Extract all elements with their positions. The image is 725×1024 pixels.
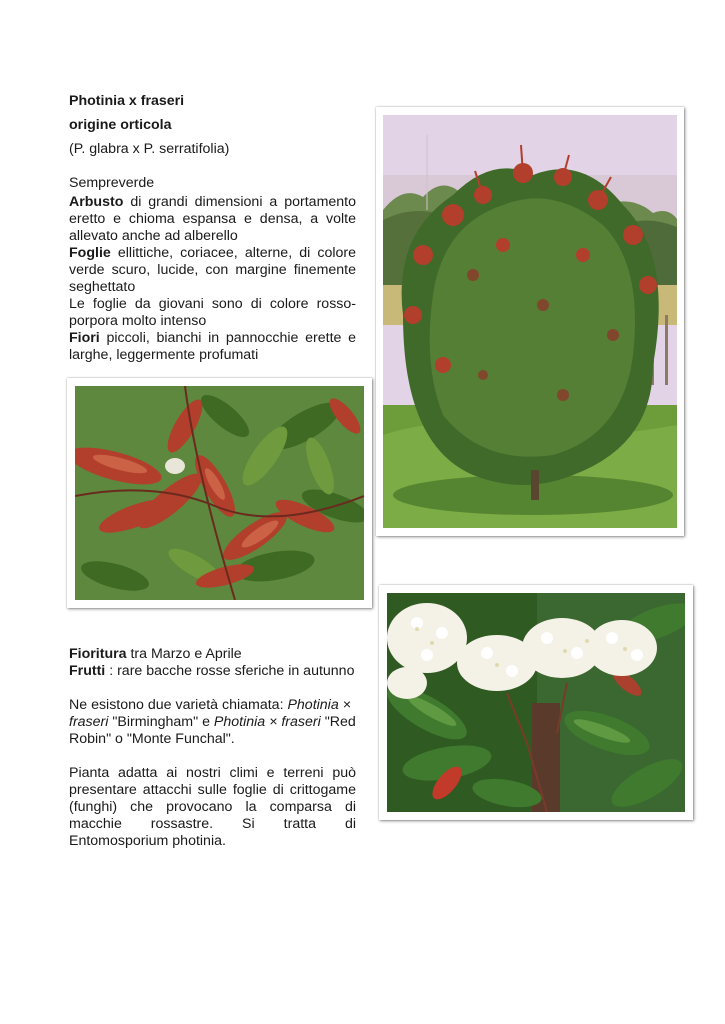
details-block — [69, 646, 361, 850]
flowering-line — [69, 646, 361, 663]
shrub-label: Arbusto — [69, 194, 124, 210]
flowers-label: Fiori — [69, 330, 100, 346]
habit-text: Sempreverde — [69, 175, 155, 191]
variety-name-1: Photinia × fraseri — [69, 697, 351, 730]
flowering-text: tra Marzo e Aprile — [126, 646, 242, 662]
shrub-image — [383, 115, 677, 528]
leaves-text: ellittiche, coriacee, alterne, di colore verde scuro, lucide, con margine finemente seghettato — [69, 245, 356, 295]
photo-flowers — [379, 585, 693, 820]
fruit-text: : rare bacche rosse sferiche in autunno — [105, 663, 355, 679]
plant-name: Photinia x fraseri — [69, 93, 185, 109]
young-leaves-paragraph: Le foglie da giovani sono di colore rosso-porpora molto intenso — [69, 296, 356, 329]
photo-leaves — [67, 378, 372, 608]
leaves-paragraph — [69, 245, 356, 296]
variety-cultivar-2: "Red Robin" o "Monte Funchal". — [69, 714, 356, 747]
plant-parents: (P. glabra x P. serratifolia) — [69, 141, 230, 157]
flowers-paragraph — [69, 330, 356, 364]
variety-cultivar-1: "Birmingham" e — [108, 714, 214, 730]
shrub-paragraph — [69, 194, 356, 245]
header-block — [69, 93, 359, 158]
plant-origin: origine orticola — [69, 117, 172, 133]
flowering-label: Fioritura — [69, 646, 127, 662]
fruit-label: Frutti — [69, 663, 106, 679]
flowers-image — [387, 593, 685, 812]
photo-shrub — [376, 107, 684, 536]
varieties-paragraph — [69, 697, 361, 748]
leaves-label: Foglie — [69, 245, 111, 261]
description-block — [69, 175, 356, 364]
fruit-line — [69, 663, 361, 680]
leaves-image — [75, 386, 364, 600]
variety-name-2: Photinia × fraseri — [213, 714, 321, 730]
shrub-text: di grandi dimensioni a portamento eretto e chioma espansa e densa, a volte allevato anche ad alberello — [69, 194, 356, 244]
disease-paragraph: Pianta adatta ai nostri climi e terreni può presentare attacchi sulle foglie di crittogame (funghi) che provocano la comparsa di macchie rossastre. Si tratta di Entomosporium photinia. — [69, 765, 356, 849]
varieties-intro: Ne esistono due varietà chiamata: — [69, 697, 288, 713]
flowers-text: piccoli, bianchi in pannocchie erette e larghe, leggermente profumati — [69, 330, 356, 363]
